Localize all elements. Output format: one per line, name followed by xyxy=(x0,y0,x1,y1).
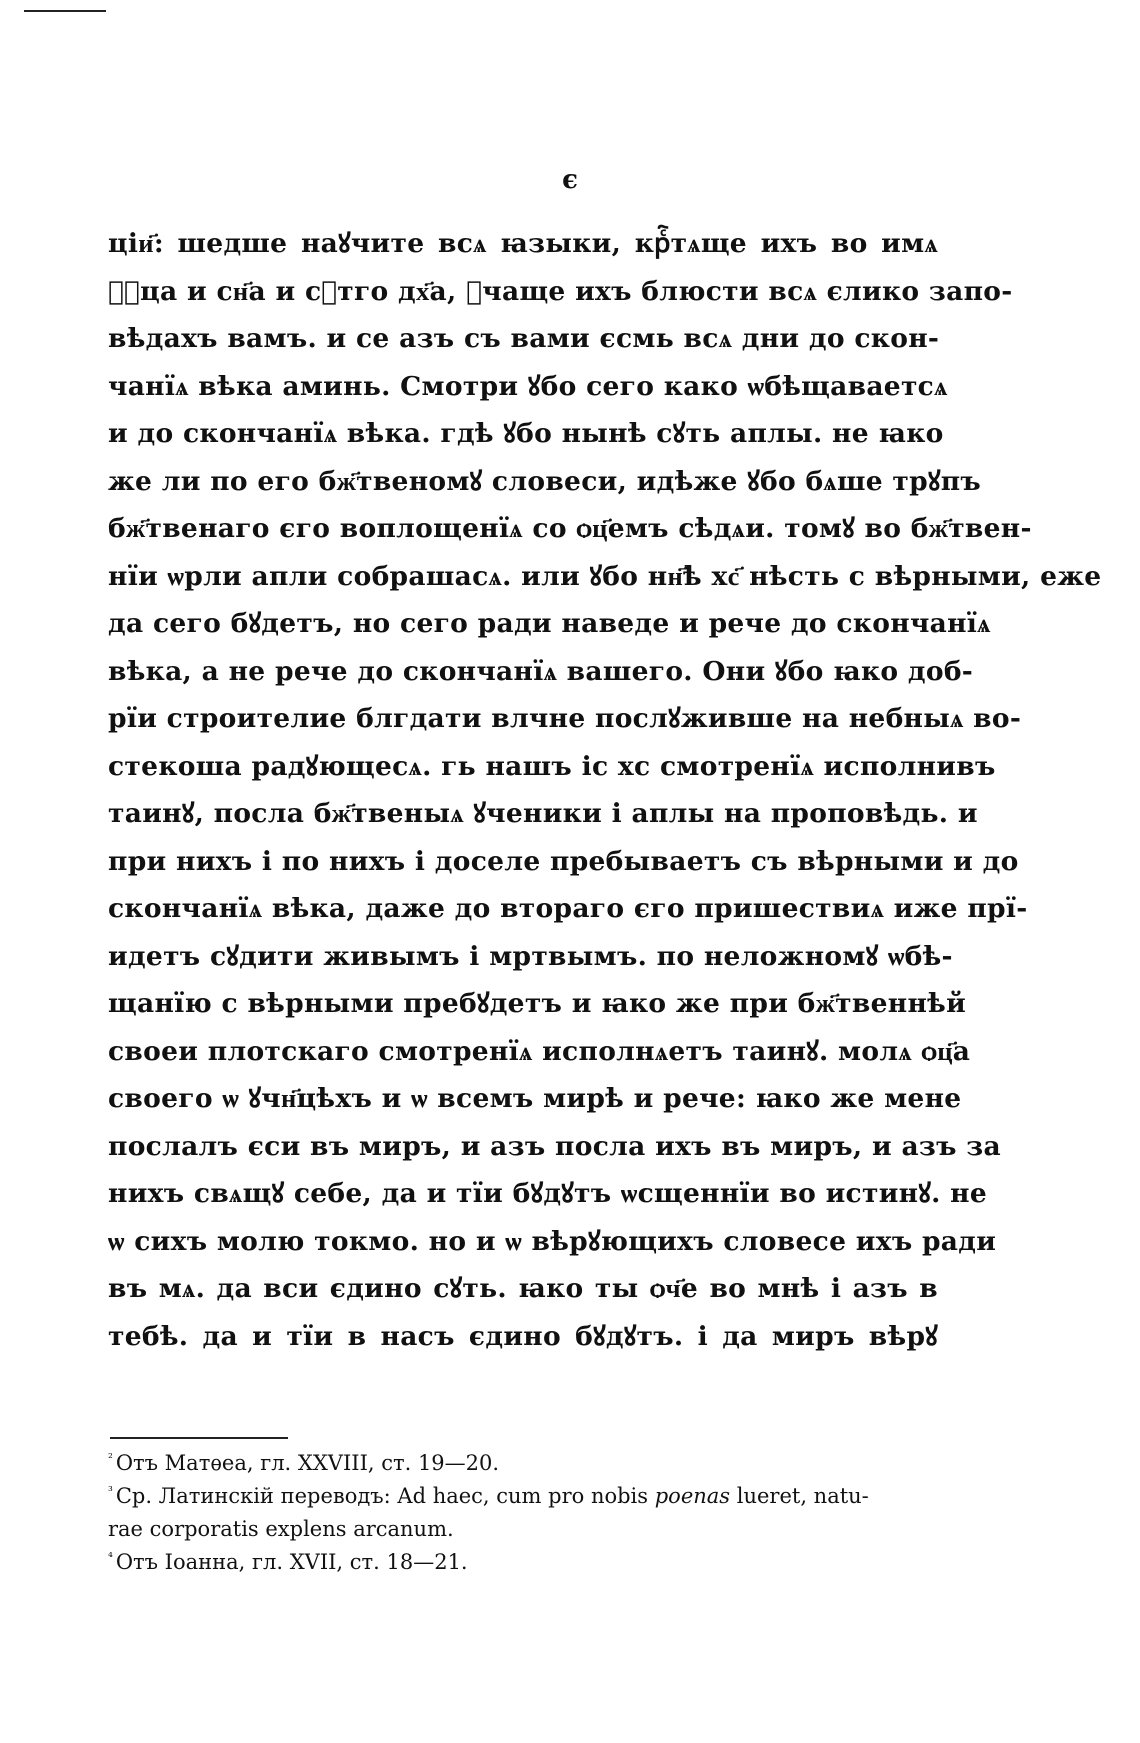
footnote-continuation: rae corporatis explens arcanum. xyxy=(108,1517,454,1541)
text-line: таинꙋ, посла бж҃твеныѧ ꙋченики і аплы на проповѣдь. и xyxy=(108,798,978,829)
footnote-text: Отъ Іоанна, гл. XVII, ст. 18—21. xyxy=(115,1550,468,1574)
text-line: же ли по его бж҃твеномꙋ словеси, идѣже ꙋбо бѧше трꙋпъ xyxy=(108,465,982,497)
text-line: послалъ єси въ миръ, и азъ посла ихъ въ миръ, и азъ за xyxy=(108,1130,1001,1162)
footnote-rule xyxy=(110,1437,288,1439)
footnote xyxy=(108,1447,938,1480)
text-line: ѡ сихъ молю токмо. но и ѡ вѣрꙋющихъ словесе ихъ ради xyxy=(108,1225,997,1257)
footnote-mark: ³ xyxy=(108,1484,113,1498)
text-line: и до скончанїѧ вѣка. гдѣ ꙋбо нынѣ сꙋть аплы. не ꙗко xyxy=(108,418,944,449)
text-line: нїи ѡрли апли собрашасѧ. или ꙋбо нн҃ѣ хс҃ нѣсть с вѣрными, еже xyxy=(108,560,1102,592)
footnote-mark: ⁴ xyxy=(108,1550,113,1564)
text-line: ѻⷮца и сн҃а и сⷮтго дх҃а, ꙋчаще ихъ блюсти всѧ єлико запо- xyxy=(108,275,1013,307)
footnote-text: lueret, natu- xyxy=(730,1484,869,1508)
text-line: чанїѧ вѣка аминь. Смотри ꙋбо сего како ѡбѣщаваетсѧ xyxy=(108,370,948,402)
text-line: бж҃твенаго єго воплощенїѧ со ѻц҃емъ сѣдѧи. томꙋ во бж҃твен- xyxy=(108,513,1032,544)
text-line: своего ѡ ꙋчн҃цѣхъ и ѡ всемъ мирѣ и рече: ꙗко же мене xyxy=(108,1083,962,1114)
text-line: скончанїѧ вѣка, даже до втораго єго пришествиѧ иже прї- xyxy=(108,893,1028,924)
footnote xyxy=(108,1546,938,1579)
text-line: стекоша радꙋющесѧ. гь нашъ іс хс смотренїѧ исполнивъ xyxy=(108,750,996,782)
text-line: тебѣ. да и тїи в насъ єдино бꙋдꙋтъ. і да миръ вѣрꙋ xyxy=(108,1320,938,1352)
text-line: идетъ сꙋдити живымъ і мртвымъ. по неложномꙋ ѡбѣ- xyxy=(108,940,953,972)
text-line: своеи плотскаго смотренїѧ исполнѧетъ таинꙋ. молѧ ѻц҃а xyxy=(108,1035,971,1067)
text-line: вѣка, а не рече до скончанїѧ вашего. Они ꙋбо ꙗко доб- xyxy=(108,655,974,687)
text-line: рїи строителие блгдати влчне послꙋжившe на небныѧ во- xyxy=(108,703,1022,734)
footnote xyxy=(108,1480,938,1546)
text-line: нихъ свѧщꙋ себе, да и тїи бꙋдꙋтъ ѡсщеннїи во истинꙋ. не xyxy=(108,1178,988,1209)
text-line: щанїю с вѣрными пребꙋдетъ и ꙗко же при бж҃твеннѣй xyxy=(108,988,967,1019)
main-text xyxy=(108,220,1102,1360)
text-line: вѣдахъ вамъ. и се азъ съ вами єсмь всѧ дни до скон- xyxy=(108,323,940,354)
page-folio: є xyxy=(562,165,578,195)
top-rule xyxy=(24,10,106,12)
text-line: ціи҃: шедше наꙋчите всѧ ꙗзыки, крⷭ҇тѧще ихъ во имѧ xyxy=(108,228,938,259)
text-line: да сего бꙋдетъ, но сего ради наведе и рече до скончанїѧ xyxy=(108,608,991,639)
footnote-mark: ² xyxy=(108,1451,113,1465)
text-line: при нихъ і по нихъ і доселе пребываетъ съ вѣрными и до xyxy=(108,845,1019,877)
footnote-text: Отъ Матѳеа, гл. XXVIII, ст. 19—20. xyxy=(115,1451,500,1475)
footnotes xyxy=(108,1447,938,1579)
text-line: въ мѧ. да вси єдино сꙋть. ꙗко ты ѻч҃е во мнѣ і азъ в xyxy=(108,1273,938,1304)
footnote-text: Ср. Латинскій переводъ: Ad haec, cum pro nobis xyxy=(115,1484,655,1508)
footnote-italic: poenas xyxy=(654,1484,731,1508)
